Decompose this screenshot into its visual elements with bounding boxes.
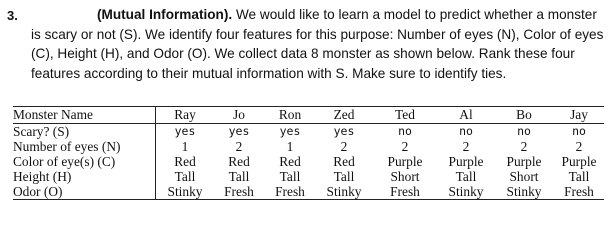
table-cell: Purple: [448, 154, 484, 169]
table-cell: Tall: [228, 169, 250, 184]
table-cell: Stinky: [316, 184, 372, 200]
question-title: (Mutual Information).: [97, 7, 233, 22]
question-prompt: [31, 5, 609, 83]
table-row: [13, 184, 604, 200]
table-cell: 2: [235, 139, 243, 154]
table-cell: 2: [401, 139, 409, 154]
table-cell: Short: [509, 169, 539, 184]
row-label: Color of eye(s) (C): [13, 154, 156, 169]
table-row: [13, 124, 604, 140]
table-cell: Tall: [279, 169, 301, 184]
table-cell: Fresh: [214, 184, 264, 200]
monster-name: Ray: [156, 107, 215, 124]
table-cell: Red: [228, 154, 250, 169]
table-cell: Stinky: [494, 184, 554, 200]
monster-name: Jo: [214, 107, 264, 124]
table-cell: Red: [174, 154, 196, 169]
table-cell: Purple: [561, 154, 597, 169]
table-cell: Stinky: [438, 184, 494, 200]
row-label: Number of eyes (N): [13, 139, 156, 154]
table-cell: 1: [286, 139, 294, 154]
monster-name: Jay: [554, 107, 604, 124]
monster-name: Ron: [264, 107, 316, 124]
question-body: We would like to learn a model to predict whether a monster is scary or not (S). We identify four features for this purpose: Number of eyes (N), Color of eyes (C), Height (H), and Odor (O). We collect data 8 monster as shown below. Rank these four features according to their mutual information with S. Make sure to identify ties.: [31, 7, 604, 81]
monster-name: Al: [438, 107, 494, 124]
table-cell: Fresh: [554, 184, 604, 200]
question-number: 3.: [7, 8, 18, 23]
table-header-row: [13, 107, 604, 124]
row-label: Height (H): [13, 169, 156, 184]
table-cell: no: [517, 124, 531, 138]
table-cell: 1: [181, 139, 189, 154]
table-cell: no: [398, 124, 412, 138]
table-row: [13, 139, 604, 154]
table-row: [13, 154, 604, 169]
table-cell: Purple: [506, 154, 542, 169]
table-cell: yes: [228, 124, 250, 138]
table-cell: Red: [279, 154, 301, 169]
table-cell: Fresh: [264, 184, 316, 200]
monster-data-table: [13, 106, 604, 200]
table-cell: Tall: [455, 169, 477, 184]
table-cell: yes: [333, 124, 355, 138]
table-cell: no: [572, 124, 586, 138]
table-cell: 2: [340, 139, 348, 154]
table-cell: Red: [333, 154, 355, 169]
table-cell: Purple: [387, 154, 423, 169]
table-cell: Tall: [333, 169, 355, 184]
row-label: Scary? (S): [13, 124, 156, 140]
table-row: [13, 169, 604, 184]
table-cell: yes: [174, 124, 196, 138]
table-cell: Tall: [174, 169, 196, 184]
table-cell: yes: [279, 124, 301, 138]
table-cell: Short: [390, 169, 420, 184]
header-label: Monster Name: [13, 107, 156, 124]
monster-name: Zed: [316, 107, 372, 124]
table-cell: 2: [520, 139, 528, 154]
monster-name: Bo: [494, 107, 554, 124]
row-label: Odor (O): [13, 184, 156, 200]
table-cell: no: [459, 124, 473, 138]
table-cell: Stinky: [156, 184, 215, 200]
table-cell: Tall: [568, 169, 590, 184]
table-cell: 2: [575, 139, 583, 154]
table-cell: Fresh: [372, 184, 438, 200]
monster-name: Ted: [372, 107, 438, 124]
table-cell: 2: [462, 139, 470, 154]
